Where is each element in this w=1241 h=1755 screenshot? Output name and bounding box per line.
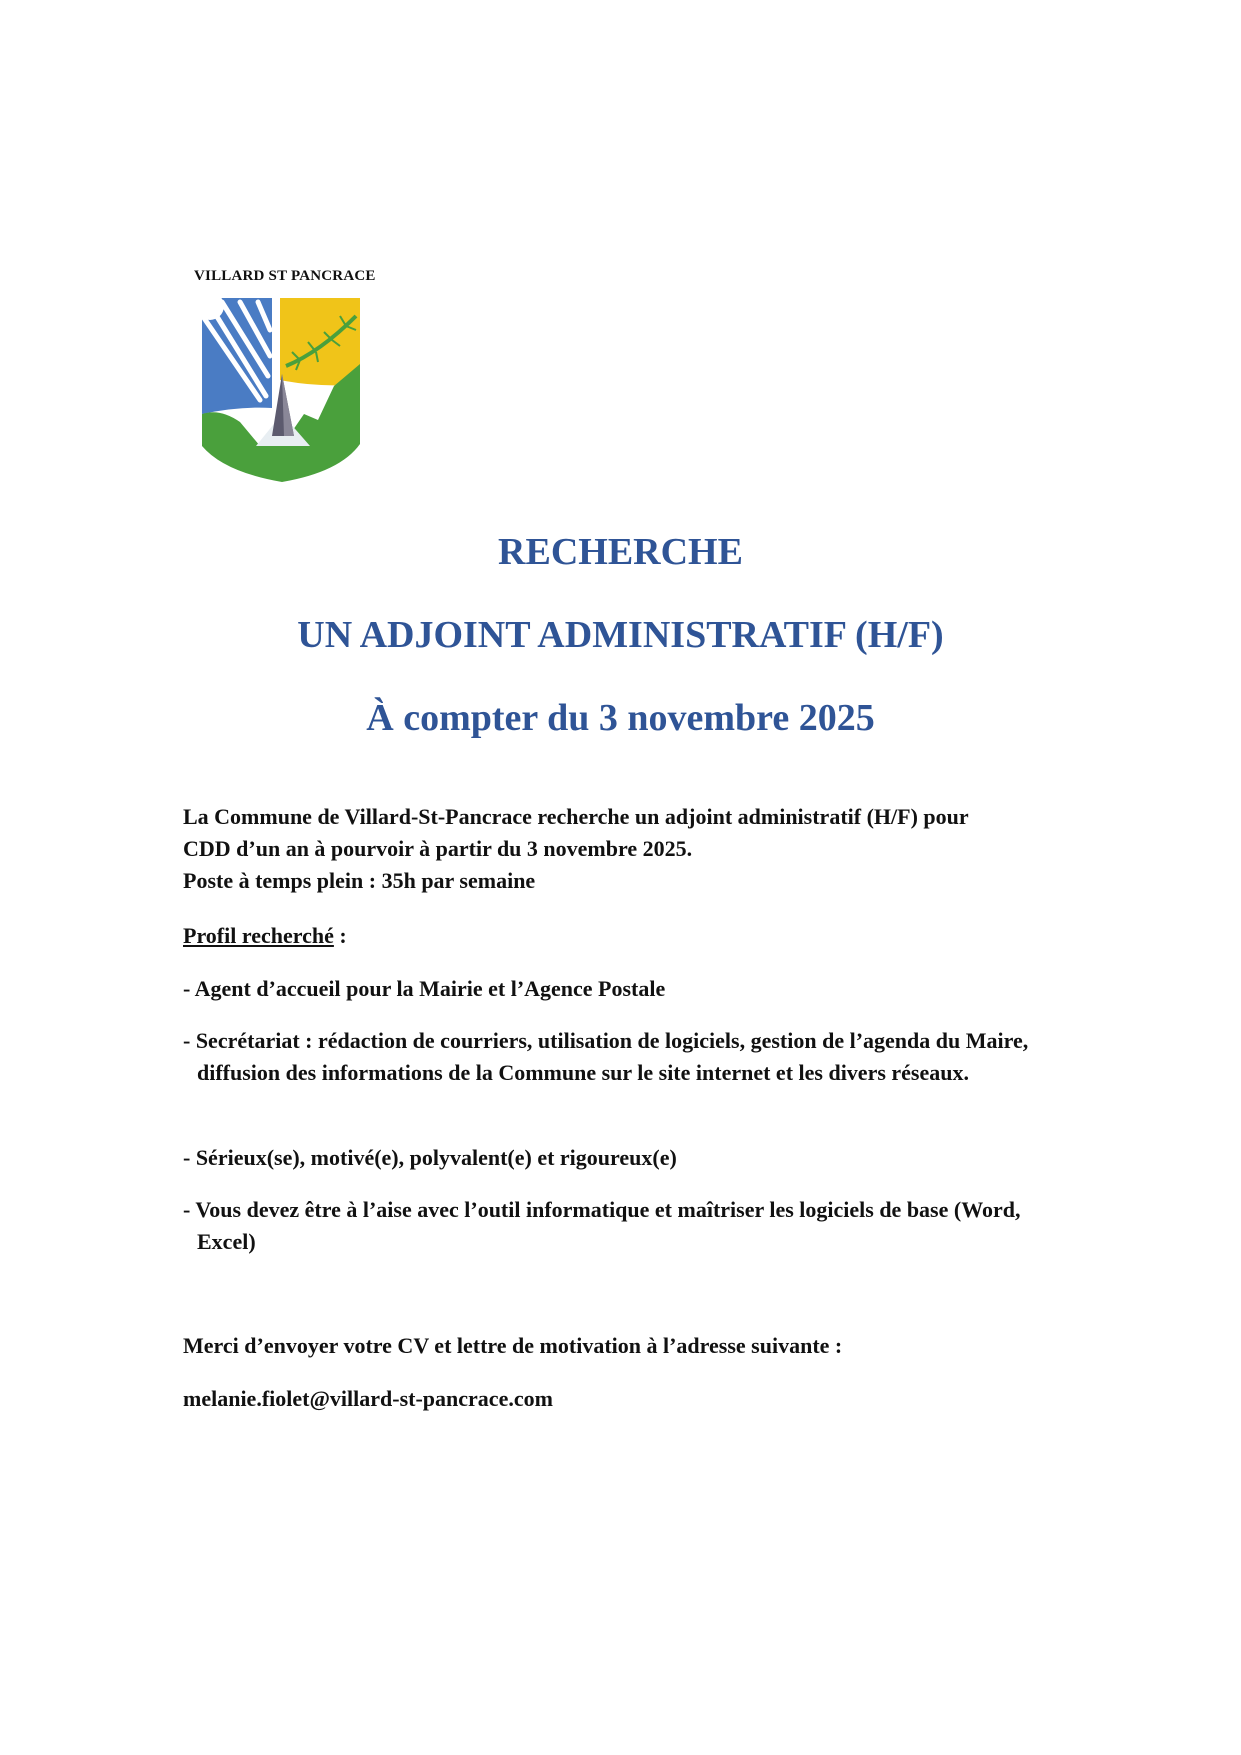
- contact-instruction: Merci d’envoyer votre CV et lettre de motivation à l’adresse suivante :: [183, 1333, 843, 1358]
- profile-item: - Agent d’accueil pour la Mairie et l’Agence Postale: [183, 976, 666, 1001]
- coat-of-arms-logo: [200, 296, 363, 482]
- contact-email: melanie.fiolet@villard-st-pancrace.com: [183, 1386, 553, 1411]
- profile-item: - Vous devez être à l’aise avec l’outil informatique et maîtriser les logiciels de base (Word, Excel): [183, 1197, 1021, 1254]
- profile-item: - Secrétariat : rédaction de courriers, utilisation de logiciels, gestion de l’agenda du Maire, diffusion des informations de la Commune sur le site internet et les divers réseaux.: [183, 1028, 1029, 1085]
- intro-paragraph: [183, 801, 1083, 897]
- heading-start-date: À compter du 3 novembre 2025: [366, 697, 875, 739]
- profile-label-suffix: :: [333, 923, 347, 948]
- profile-item: - Sérieux(se), motivé(e), polyvalent(e) et rigoureux(e): [183, 1145, 677, 1170]
- intro-line-3: Poste à temps plein : 35h par semaine: [183, 868, 536, 893]
- org-name: VILLARD ST PANCRACE: [194, 268, 376, 284]
- intro-line-1: La Commune de Villard-St-Pancrace recherche un adjoint administratif (H/F) pour: [183, 804, 969, 829]
- intro-line-2: CDD d’un an à pourvoir à partir du 3 novembre 2025.: [183, 836, 693, 861]
- profile-label: [183, 920, 1083, 952]
- profile-label-text: Profil recherché: [183, 923, 334, 948]
- heading-job-title: UN ADJOINT ADMINISTRATIF (H/F): [297, 614, 944, 656]
- heading-recherche: RECHERCHE: [498, 531, 743, 573]
